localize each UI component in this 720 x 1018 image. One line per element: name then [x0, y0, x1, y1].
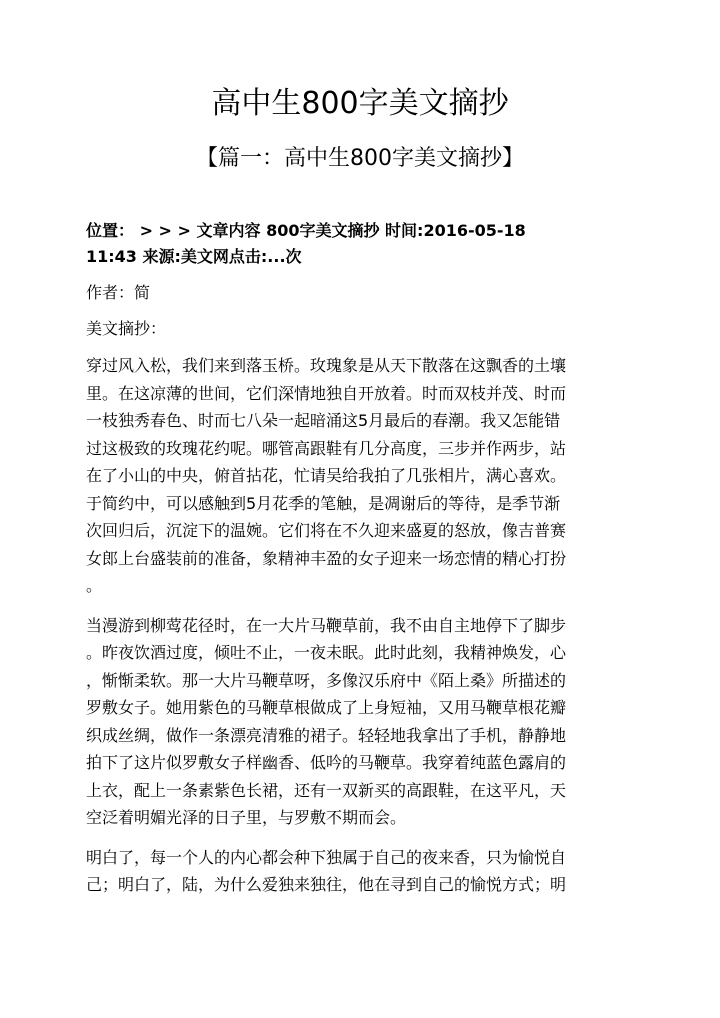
- paragraph-line: 罗敷女子。她用紫色的马鞭草根做成了上身短袖，又用马鞭草根花瓣: [86, 698, 567, 717]
- meta-info: [86, 218, 638, 270]
- section-label: 美文摘抄：: [86, 319, 167, 338]
- paragraph-line: 。昨夜饮酒过度，倾吐不止，一夜未眠。此时此刻，我精神焕发，心: [86, 643, 567, 662]
- paragraph-line: 空泛着明媚光泽的日子里，与罗敷不期而会。: [86, 808, 407, 827]
- paragraph-line: 织成丝绸，做作一条漂亮清雅的裙子。轻轻地我拿出了手机，静静地: [86, 725, 567, 745]
- document-subtitle: 【篇一：高中生800字美文摘抄】: [196, 146, 524, 171]
- paragraph-line: 女郎上台盛装前的准备，象精神丰盈的女子迎来一场恋情的精心打扮: [86, 548, 567, 568]
- paragraph-line: 己；明白了，陆，为什么爱独来独往，他在寻到自己的愉悦方式；明: [86, 875, 567, 894]
- paragraph-line: 当漫游到柳莺花径时，在一大片马鞭草前，我不由自主地停下了脚步: [86, 615, 567, 635]
- paragraph-line: 于简约中，可以感触到5月花季的笔触，是凋谢后的等待，是季节渐: [86, 493, 561, 513]
- meta-line: 位置： > > > 文章内容 800字美文摘抄 时间:2016-05-18: [86, 221, 526, 240]
- paragraph-line: 在了小山的中央，俯首拈花，忙请吴给我拍了几张相片，满心喜欢。: [86, 466, 567, 485]
- paragraph: [86, 844, 638, 899]
- paragraph-line: 上衣，配上一条素紫色长裙，还有一双新买的高跟鞋，在这平凡，天: [86, 780, 567, 800]
- paragraph-line: 。: [86, 576, 103, 595]
- paragraph: [86, 612, 638, 832]
- paragraph-line: 拍下了这片似罗敷女子样幽香、低吟的马鞭草。我穿着纯蓝色露肩的: [86, 753, 567, 772]
- document-title: 高中生800字美文摘抄: [211, 86, 509, 121]
- paragraph-line: 过这极致的玫瑰花约呢。哪管高跟鞋有几分高度，三步并作两步，站: [86, 438, 567, 458]
- meta-line: 11:43 来源:美文网点击:...次: [86, 247, 302, 266]
- author-line: 作者：简: [86, 283, 151, 302]
- paragraph-line: 穿过风入松，我们来到落玉桥。玫瑰象是从天下散落在这飘香的土壤: [86, 356, 567, 375]
- paragraph-line: ，惭惭柔软。那一大片马鞭草呀，多像汉乐府中《陌上桑》所描述的: [86, 670, 567, 690]
- paragraph: [86, 352, 638, 600]
- paragraph-line: 明白了，每一个人的内心都会种下独属于自己的夜来香，只为愉悦自: [86, 847, 567, 867]
- paragraph-line: 里。在这凉薄的世间，它们深情地独自开放着。时而双枝并茂、时而: [86, 383, 567, 403]
- paragraph-line: 一枝独秀春色、时而七八朵一起暗涌这5月最后的春潮。我又怎能错: [86, 411, 561, 430]
- document-body: [86, 218, 638, 911]
- paragraph-line: 次回归后，沉淀下的温婉。它们将在不久迎来盛夏的怒放，像吉普赛: [86, 521, 567, 540]
